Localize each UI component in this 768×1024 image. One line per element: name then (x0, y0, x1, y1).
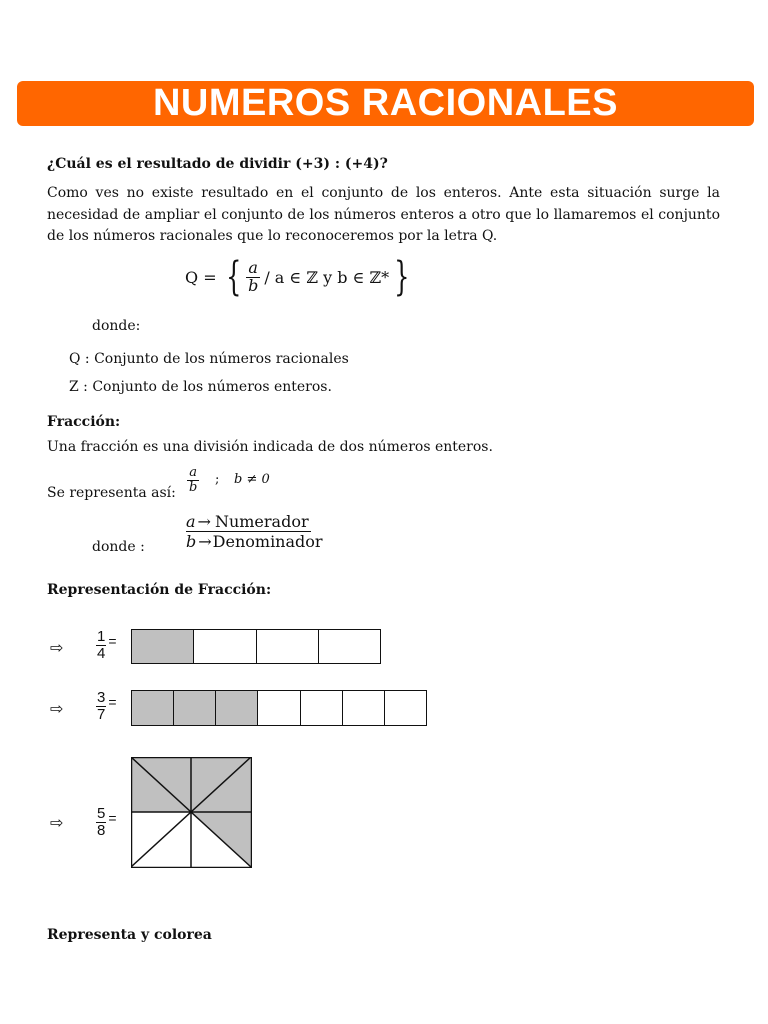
bar-1-4 (131, 629, 381, 664)
fraccion-heading: Fracción: (47, 414, 121, 430)
b-not-zero: b ≠ 0 (234, 472, 270, 487)
empty-cell (301, 691, 343, 725)
page-title: NUMEROS RACIONALES (152, 82, 619, 124)
equals-sign: = (108, 694, 117, 711)
fraction-denominator: b (189, 479, 198, 495)
shaded-cell (216, 691, 258, 725)
fraction-numerator: 3 (97, 689, 106, 706)
arrow-right-icon: ⇨ (50, 638, 64, 657)
donde-label: donde: (92, 318, 141, 334)
footer-heading: Representa y colorea (47, 927, 212, 943)
formula-denominator: b (248, 275, 259, 295)
fraction-numerator: a (189, 465, 198, 480)
numerator-denominator-legend (186, 512, 323, 551)
numerator-symbol: a (186, 512, 196, 531)
intro-paragraph: Como ves no existe resultado en el conjunto de los enteros. Ante esta situación surge la necesidad de ampliar el conjunto de los números enteros a otro que lo llamaremos el conjunto de los números racionales que lo reconoceremos por la letra Q. (47, 185, 720, 244)
empty-cell (194, 630, 256, 663)
empty-cell (343, 691, 385, 725)
empty-cell (257, 630, 319, 663)
shaded-cell (132, 630, 194, 663)
donde-label-2: donde : (92, 539, 145, 555)
equals-sign: = (108, 633, 117, 650)
formula-numerator: a (248, 257, 258, 277)
fraction-5-8 (96, 806, 117, 839)
right-brace-icon: } (394, 254, 410, 300)
square-5-8 (131, 757, 252, 868)
fraction-denominator: 7 (97, 705, 106, 723)
definition-z: Z : Conjunto de los números enteros. (69, 379, 332, 395)
definition-q: Q : Conjunto de los números racionales (69, 351, 349, 367)
fraccion-definition: Una fracción es una división indicada de dos números enteros. (47, 439, 493, 455)
formula-fraction (246, 257, 260, 295)
formula-lhs: Q = (185, 267, 217, 287)
empty-cell (385, 691, 427, 725)
fraction-numerator: 5 (97, 805, 106, 822)
numerator-row (186, 512, 311, 532)
arrow-right-icon: ⇨ (50, 813, 64, 832)
arrow-right-icon: ⇨ (50, 699, 64, 718)
equals-sign: = (108, 810, 117, 827)
rational-set-formula (185, 254, 415, 300)
fraction-ab (187, 465, 199, 494)
left-brace-icon: { (225, 254, 241, 300)
fraction-denominator: 8 (97, 821, 106, 839)
formula-condition: / a ∈ ℤ y b ∈ ℤ* (264, 267, 390, 287)
denominator-text: Denominador (212, 532, 323, 551)
denominator-symbol: b (186, 532, 197, 551)
arrow-icon: → (198, 532, 212, 551)
separator: ; (215, 472, 220, 487)
denominator-row (186, 532, 323, 551)
shaded-cell (174, 691, 216, 725)
represent-label: Se representa así: (47, 485, 176, 501)
empty-cell (258, 691, 300, 725)
bar-3-7 (131, 690, 427, 726)
shaded-cell (132, 691, 174, 725)
fraction-1-4 (96, 629, 117, 662)
fraction-denominator: 4 (97, 644, 106, 662)
numerator-text: Numerador (214, 512, 309, 531)
fraction-3-7 (96, 690, 117, 723)
representacion-heading: Representación de Fracción: (47, 582, 272, 598)
arrow-icon: → (197, 512, 211, 531)
title-banner (17, 81, 754, 126)
question-text: ¿Cuál es el resultado de dividir (+3) : (+4)? (47, 156, 388, 172)
empty-cell (319, 630, 381, 663)
fraction-numerator: 1 (97, 628, 106, 645)
